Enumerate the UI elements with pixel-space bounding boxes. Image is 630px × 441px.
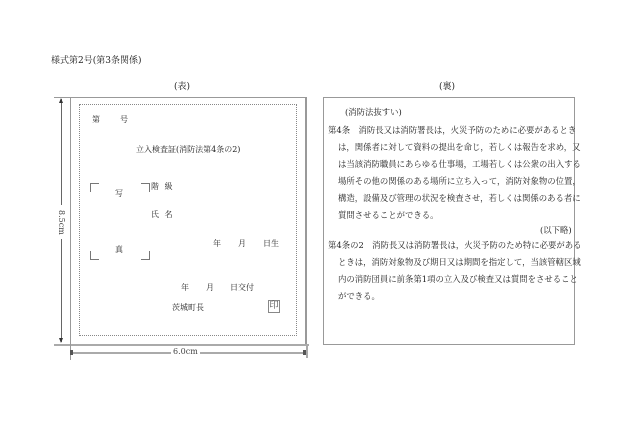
rank-label: 階 級 (151, 182, 173, 191)
form-title: 様式第2号(第3条関係) (51, 56, 142, 66)
article-line: ときは，消防対象物及び期日又は期間を指定して，当該管轄区域 (338, 257, 581, 267)
article-line: 質問させることができる。 (338, 210, 439, 220)
birth-day-label: 日生 (263, 239, 279, 248)
article-line: ができる。 (338, 291, 380, 301)
article-line: は当該消防職員にあらゆる仕事場，工場若しくは公衆の出入する (338, 159, 581, 169)
front-heading: (表) (174, 82, 191, 92)
article-line: 構造，設備及び管理の状況を検査させ，若しくは関係のある者に (338, 193, 581, 203)
photo-label-bottom: 真 (115, 245, 123, 254)
arrow-down-icon (59, 338, 63, 343)
dimension-tick-icon (303, 350, 306, 355)
number-suffix: 号 (120, 115, 128, 124)
photo-label-top: 写 (115, 189, 123, 198)
issuer-label: 茨城町長 (172, 303, 204, 312)
issue-year-label: 年 (181, 283, 189, 292)
article-line: 第4条 消防長又は消防署長は，火災予防のために必要があるとき (328, 125, 577, 135)
back-heading: (裏) (439, 82, 456, 92)
birth-year-label: 年 (213, 239, 221, 248)
article-line: 第4条の2 消防長又は消防署長は，火災予防のため特に必要がある (328, 240, 582, 250)
number-prefix: 第 (92, 115, 100, 124)
bracket-corner-icon (90, 183, 99, 192)
article-line: は，関係者に対して資料の提出を命じ，若しくは報告を求め，又 (338, 142, 581, 152)
card-bottom-edge (54, 344, 309, 346)
name-label: 氏 名 (151, 210, 173, 219)
cut-line (79, 104, 297, 336)
seal-box: 印 (269, 301, 279, 311)
arrow-up-icon (59, 98, 63, 103)
article-line: 内の消防団員に前条第1項の立入及び検査又は質問をさせること (338, 274, 578, 284)
width-dimension-label: 6.0cm (173, 347, 198, 356)
dimension-extension-right (306, 344, 308, 358)
bracket-corner-icon (141, 251, 150, 260)
card-title: 立入検査証(消防法第4条の2) (136, 145, 241, 154)
article-line: 場所その他の関係のある場所に立ち入って，消防対象物の位置， (338, 176, 581, 186)
issue-day-label: 日交付 (230, 283, 254, 292)
dimension-tick-icon (70, 350, 73, 355)
birth-month-label: 月 (238, 239, 246, 248)
issue-month-label: 月 (206, 283, 214, 292)
height-dimension-label: 8.5cm (54, 205, 68, 239)
excerpt-label: (消防法抜すい) (345, 107, 402, 117)
bracket-corner-icon (90, 251, 99, 260)
omitted-note: (以下略) (540, 225, 572, 235)
bracket-corner-icon (141, 183, 150, 192)
